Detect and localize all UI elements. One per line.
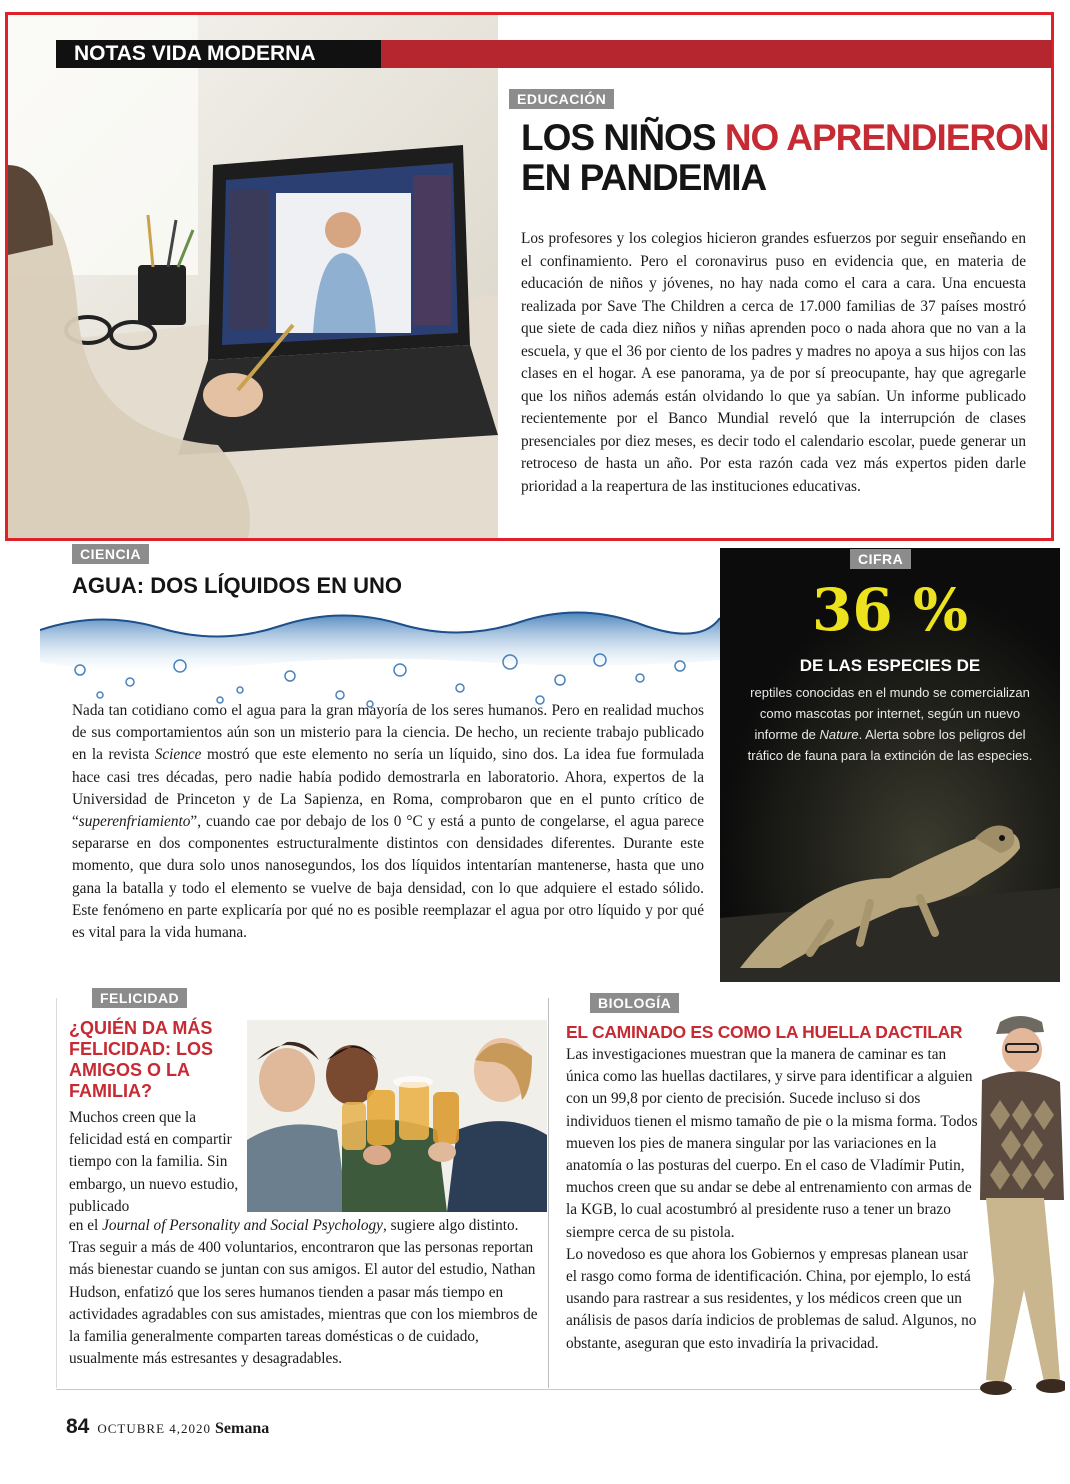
headline-ciencia: AGUA: DOS LÍQUIDOS EN UNO [72,573,403,598]
magazine-name: Semana [215,1420,270,1437]
issue-date: OCTUBRE 4,2020 [97,1421,212,1436]
body-felicidad-1: en el [69,1217,103,1234]
headline-highlight: NO APRENDIERON [724,117,1049,158]
headline-felicidad: ¿QUIÉN DA MÁS FELICIDAD: LOS AMIGOS O LA FAMILIA? [69,1018,213,1101]
tag-felicidad: FELICIDAD [92,988,187,1008]
tag-cifra: CIFRA [850,549,911,569]
tag-ciencia: CIENCIA [72,544,149,564]
article-body-biologia [566,1044,981,1355]
water-splash-image [40,600,720,715]
headline-educacion [521,118,1049,198]
body-ciencia-2: mostró que este elemento no sería un líquido, sino dos. La idea fue formulada hace casi tres décadas, pero nadie había podido demostrarla en laboratorio. Ahora, expertos de la Universidad de Princeton y de La Sapienza, en Roma, comprobaron que en el punto crítico de “ [72,746,704,831]
cifra-source: Nature [819,727,859,742]
friends-toast-photo [247,1020,547,1212]
article-body-educacion: Los profesores y los colegios hicieron grandes esfuerzos por seguir enseñando en el confinamiento. Pero el coronavirus puso en evidencia que, en materia de educación de niños y jóvenes, no hay nada como el cara a cara. Una encuesta realizada por Save The Children a cerca de 17.000 familias de 37 países mostró que siete de cada diez niños y niñas aprenden poco o nada ahora que no van a la escuela, y que el 36 por ciento de los padres y madres no apoya a sus hijos con las clases en el hogar. A ese panorama, ya de por sí preocupante, hay que agregarle que los niños además están olvidando lo que ya sabían. Un informe publicado recientemente por el Banco Mundial reveló que la interrupción de clases presenciales por diez meses, es decir todo el calendario escolar, puede generar un retroceso de hasta un año. Por esta razón cada vez más expertos piden darle prioridad a la reapertura de las instituciones educativas. [521,230,1026,495]
headline-part-1: LOS NIÑOS [521,117,725,158]
headline-part-2: EN PANDEMIA [521,157,767,198]
column-divider [548,998,549,1388]
body-ciencia-1: Nada tan cotidiano como el agua para la gran mayoría de los seres humanos. Pero en realidad muchos de sus comportamientos aún son un misterio para la ciencia. De hecho, un reciente trabajo publicado en la revista [72,702,704,764]
article-body-felicidad-intro: Muchos creen que la felicidad está en compartir tiempo con la familia. Sin embargo, un nuevo estudio, publicado [69,1109,239,1215]
tag-biologia: BIOLOGÍA [590,993,679,1013]
headline-biologia: EL CAMINADO ES COMO LA HUELLA DACTILAR [566,1022,963,1042]
cifra-text-1: reptiles conocidas en el mundo se comercializan como mascotas por internet, según un nuevo informe de [750,685,1030,742]
page-number: 84 [66,1415,90,1438]
tag-educacion: EDUCACIÓN [509,89,614,109]
body-felicidad-2: , sugiere algo distinto. Tras seguir a más de 400 voluntarios, encontraron que las personas reportan más bienestar cuando se juntan con sus amigos. El autor del estudio, Nathan Hudson, enfatizó que los seres humanos tienden a pasar más tiempo en actividades agradables con sus amistades, mientras que con los miembros de la familia generalmente comparten tareas domésticas o de cuidado, usualmente más estresantes y desagradables. [69,1217,538,1368]
article-body-ciencia [72,700,704,944]
article-body-felicidad [69,1215,541,1370]
page-footer [66,1415,269,1439]
cifra-number: 36 % [811,576,969,644]
cifra-text-2: . Alerta sobre los peligros del tráfico de fauna para la extinción de las especies. [747,727,1033,763]
journal-science: Science [154,746,202,764]
walking-man-photo [960,1010,1065,1405]
term-superenfriamiento: superenfriamiento [78,813,191,831]
cifra-text [740,682,1040,766]
journal-personality: Journal of Personality and Social Psychology [102,1217,383,1234]
body-biologia-p1: Las investigaciones muestran que la manera de caminar es tan única como las huellas dactilares, y sirve para identificar a alguien con un 99,8 por ciento de precisión. Sucede incluso si dos individuos tienen el mismo tamaño de pie o la misma forma. Todos mueven los pies de manera singular por las variaciones en la anatomía o las posturas del cuerpo. En el caso de Vladímir Putin, muchos creen que su andar se debe al entrenamiento con armas de la KGB, lo cual acostumbró al presidente ruso a tener un brazo siempre cerca de su pistola. [566,1046,978,1241]
bottom-divider [56,1389,1016,1390]
body-biologia-p2: Lo novedoso es que ahora los Gobiernos y empresas planean usar el rasgo como forma de identificación. China, por ejemplo, lo está usando para rastrear a sus residentes, y los médicos creen que un análisis de pasos daría indicios de problemas de salud. Algunos, no obstante, aseguran que esto invadiría la privacidad. [566,1245,977,1352]
body-ciencia-3: ”, cuando cae por debajo de los 0 °C y está a punto de congelarse, el agua parece separarse en dos componentes estructuralmente distintos con densidades diferentes. Durante este momento, que dura solo unos nanosegundos, los dos líquidos intentarían mantenerse, hasta que uno gana la batalla y todo el elemento se vuelve de baja densidad, con lo que adquiere el estado sólido. Este fenómeno en parte explicaría por qué no es posible reemplazar el agua por otro líquido y por qué es vital para la vida humana. [72,813,704,942]
left-divider [56,998,57,1388]
cifra-headline: DE LAS ESPECIES DE [799,656,981,675]
section-label: NOTAS VIDA MODERNA [56,40,381,68]
